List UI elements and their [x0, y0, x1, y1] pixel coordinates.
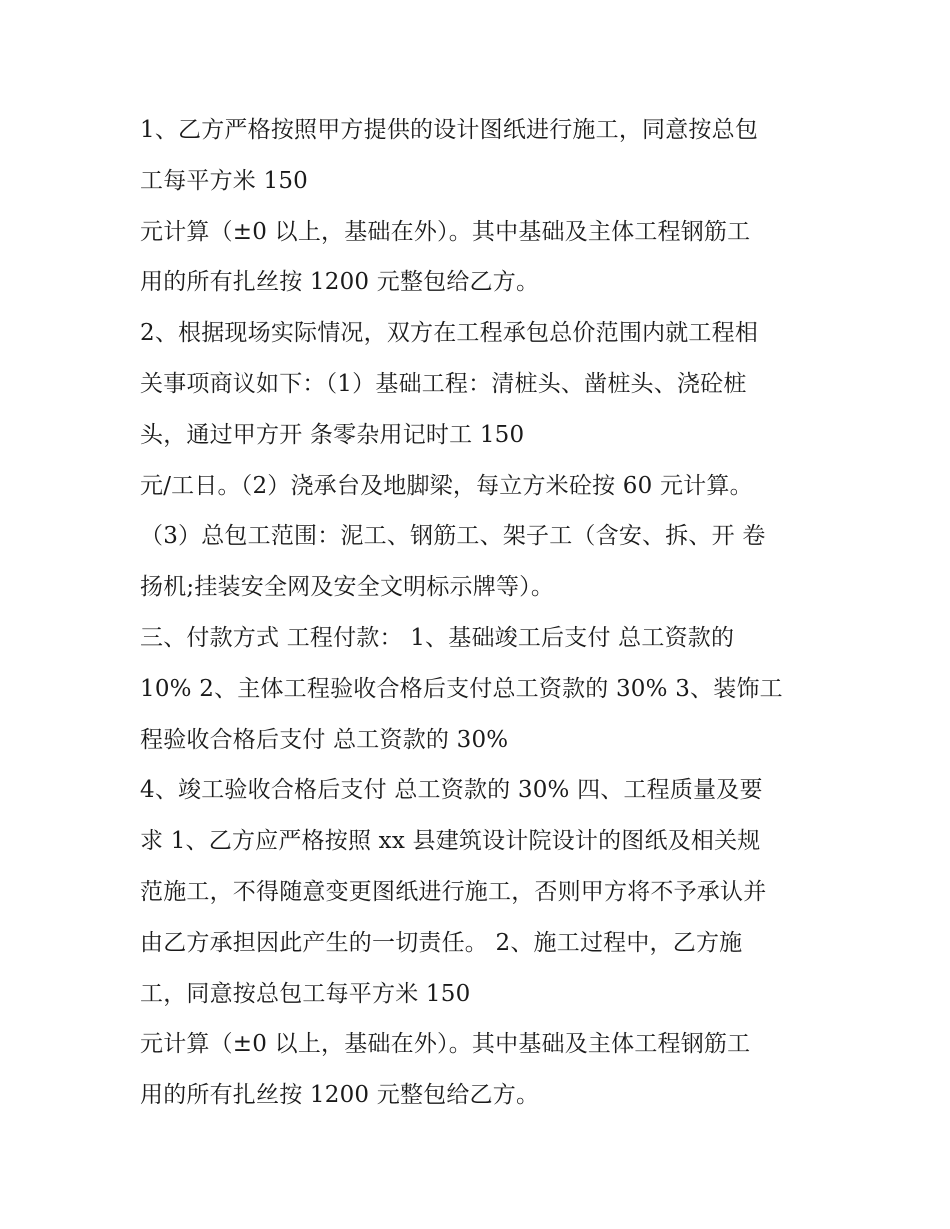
text-line: 2、根据现场实际情况，双方在工程承包总价范围内就工程相 [140, 320, 759, 347]
text-line: 求 1、乙方应严格按照 xx 县建筑设计院设计的图纸及相关规 [140, 828, 761, 855]
text-line: 4、竣工验收合格后支付 总工资款的 30% 四、工程质量及要 [140, 777, 763, 804]
text-line: 元计算（±0 以上，基础在外）。其中基础及主体工程钢筋工 [140, 1031, 751, 1058]
text-line: 元计算（±0 以上，基础在外）。其中基础及主体工程钢筋工 [140, 218, 751, 245]
text-line: 关事项商议如下：（1）基础工程：清桩头、凿桩头、浇砼桩 [140, 370, 747, 397]
text-line: 用的所有扎丝按 1200 元整包给乙方。 [140, 269, 540, 296]
text-line: 工每平方米 150 [140, 167, 309, 194]
document-body [140, 105, 820, 1121]
text-line: 工，同意按总包工每平方米 150 [140, 980, 471, 1007]
text-line: 三、付款方式 工程付款： 1、基础竣工后支付 总工资款的 [140, 624, 735, 651]
text-line: 元/工日。（2）浇承台及地脚梁，每立方米砼按 60 元计算。 [140, 472, 753, 499]
text-line: 程验收合格后支付 总工资款的 30% [140, 726, 509, 753]
text-line: 用的所有扎丝按 1200 元整包给乙方。 [140, 1082, 540, 1109]
text-line: 1、乙方严格按照甲方提供的设计图纸进行施工，同意按总包 [140, 117, 759, 143]
text-line: （3）总包工范围：泥工、钢筋工、架子工（含安、拆、开 卷 [140, 523, 766, 550]
text-line: 范施工，不得随意变更图纸进行施工，否则甲方将不予承认并 [140, 878, 767, 905]
text-line: 扬机;挂装安全网及安全文明标示牌等）。 [140, 574, 555, 601]
text-line: 头，通过甲方开 条零杂用记时工 150 [140, 421, 525, 448]
text-line: 由乙方承担因此产生的一切责任。 2、施工过程中，乙方施 [140, 929, 743, 956]
text-line: 10% 2、主体工程验收合格后支付总工资款的 30% 3、装饰工 [140, 675, 783, 702]
